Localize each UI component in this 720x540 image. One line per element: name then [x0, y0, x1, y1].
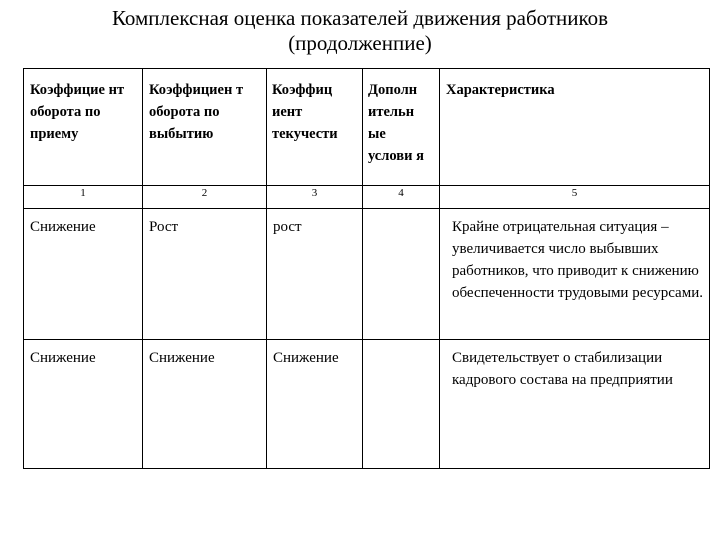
header-cell-characteristic: Характеристика: [440, 69, 710, 186]
indicators-table: [23, 68, 710, 469]
table-cell: Свидетельствует о стабилизации кадрового состава на предприятии: [440, 340, 710, 469]
table-cell: Снижение: [267, 340, 363, 469]
header-cell-leave-turnover: Коэффициен т оборота по выбытию: [143, 69, 267, 186]
title-line-1: Комплексная оценка показателей движения работников: [111, 6, 609, 30]
column-number-1: 1: [24, 186, 143, 209]
table-cell: Крайне отрицательная ситуация – увеличивается число выбывших работников, что приводит к снижению обеспеченности трудовыми ресурсами.: [440, 209, 710, 340]
table-cell: Снижение: [24, 340, 143, 469]
column-number-5: 5: [440, 186, 710, 209]
column-number-2: 2: [143, 186, 267, 209]
page-title: [40, 6, 680, 56]
table-cell: Снижение: [24, 209, 143, 340]
table-cell: [363, 209, 440, 340]
header-cell-hire-turnover: Коэффицие нт оборота по приему: [24, 69, 143, 186]
header-cell-extra-conditions: Дополн ительн ые услови я: [363, 69, 440, 186]
header-cell-staff-turnover: Коэффиц иент текучести: [267, 69, 363, 186]
table-row: [24, 209, 710, 340]
column-number-row: [24, 186, 710, 209]
header-row: [24, 69, 710, 186]
column-number-3: 3: [267, 186, 363, 209]
table-cell: Рост: [143, 209, 267, 340]
table-cell: Снижение: [143, 340, 267, 469]
column-number-4: 4: [363, 186, 440, 209]
table-row: [24, 340, 710, 469]
title-line-2: (продолженпие): [288, 31, 432, 55]
table-cell: рост: [267, 209, 363, 340]
table-cell: [363, 340, 440, 469]
